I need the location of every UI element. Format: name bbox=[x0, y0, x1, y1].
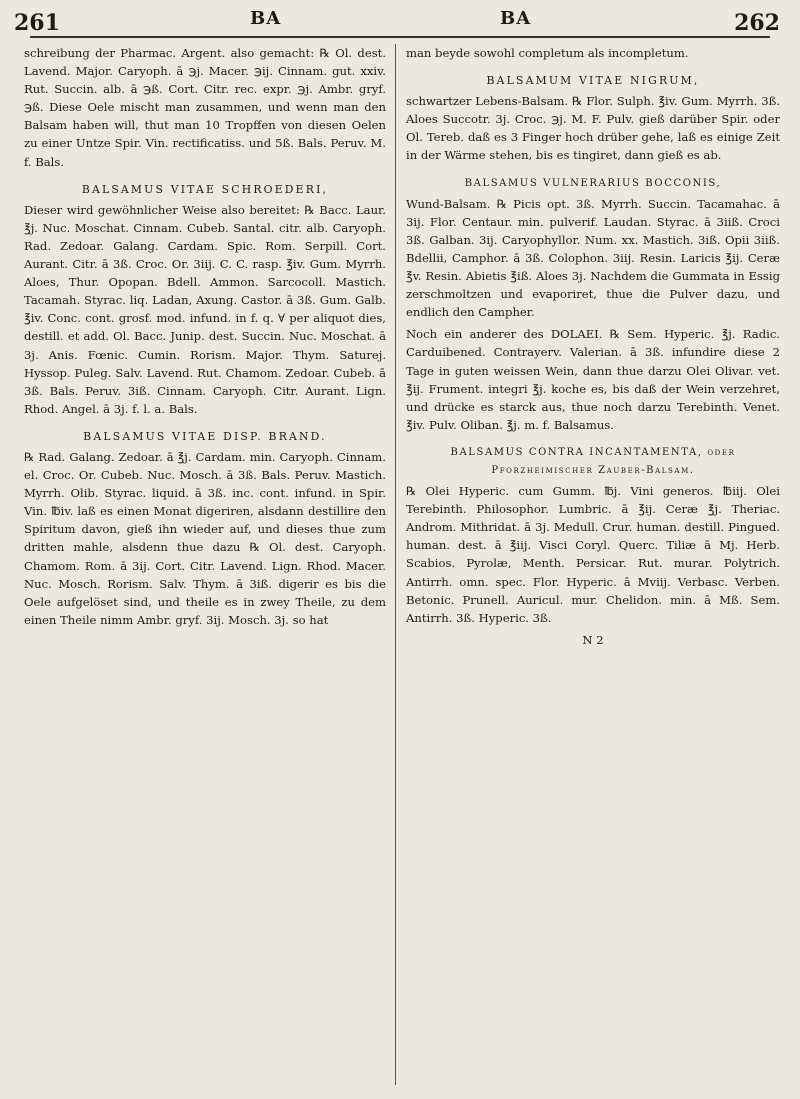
header-rule bbox=[30, 36, 770, 38]
running-head-right: BA bbox=[500, 8, 532, 29]
entry-heading: BALSAMUS VITAE DISP. BRAND. bbox=[83, 429, 327, 443]
right-column bbox=[406, 44, 780, 1089]
entry-paragraph: Noch ein anderer des DOLAEI. ℞ Sem. Hyperic. ℥j. Radic. Carduibened. Contrayerv. Valerian. ā 3ß. infundire diese 2 Tage in guten weissen Wein, dann thue darzu Olei Olivar. vet. ℥ij. Frument. integri ℥j. koche es, bis daß der Wein verzehret, und drücke es starck aus, thue noch darzu Terebinth. Venet. ℥iv. Pulv. Oliban. ℥j. m. f. Balsamus. bbox=[406, 327, 780, 432]
entry-paragraph: ℞ Olei Hyperic. cum Gumm. ℔j. Vini generos. ℔iij. Olei Terebinth. Philosophor. Lumbric. ā ℥ij. Ceræ ℥j. Theriac. Androm. Mithridat. ā 3j. Medull. Crur. human. destill. Pingued. human. dest. ā ℥iij. Visci Coryl. Querc. Tiliæ ā Mj. Herb. Scabios. Pyrolæ, Menth. Persicar. Rut. murar. Polytrich. Antirrh. omn. spec. Flor. Hyperic. ā Mviij. Verbasc. Verben. Betonic. Prunell. Auricul. mur. Chelidon. min. ā Mß. Sem. Antirrh. 3ß. Hyperic. 3ß. bbox=[406, 484, 780, 625]
entry-heading: BALSAMUS CONTRA INCANTAMENTA, oder Pforzheimischer Zauber-Balsam. bbox=[450, 446, 736, 476]
signature-mark: N 2 bbox=[582, 632, 604, 647]
page-number-left: 261 bbox=[14, 10, 60, 36]
page-number-right: 262 bbox=[734, 10, 780, 36]
left-column bbox=[24, 44, 386, 1089]
entry-paragraph: ℞ Rad. Galang. Zedoar. ā ℥j. Cardam. min. Caryoph. Cinnam. el. Croc. Or. Cubeb. Nuc. Mosch. ā 3ß. Bals. Peruv. Mastich. Myrrh. Olib. Styrac. liquid. ā 3ß. inc. cont. infund. in Spir. Vin. ℔iv. laß es einen Monat digeriren, alsdann destillire den Spiritum davon, gieß ihn wieder auf, und dieses thue zum dritten mahle, alsdenn thue dazu ℞ Ol. dest. Caryoph. Chamom. Rom. ā 3ij. Cort. Citr. Lavend. Lign. Rhod. Macer. Nuc. Mosch. Rorism. Salv. Thym. ā 3iß. digerir es bis die Oele aufgelöset sind, und theile es in zwey Theile, zu dem einen Theile nimm Ambr. gryf. 3ij. Mosch. 3j. so hat bbox=[24, 449, 386, 627]
entry-heading: BALSAMUS VITAE SCHROEDERI, bbox=[81, 182, 329, 196]
entry-paragraph: schwartzer Lebens-Balsam. ℞ Flor. Sulph. ℥iv. Gum. Myrrh. 3ß. Aloes Succotr. 3j. Croc. ℈j. M. F. Pulv. gieß darüber Spir. oder Ol. Tereb. daß es 3 Finger hoch drüber gehe, laß es einige Zeit in der Wärme stehen, bis es tingiret, dann gieß es ab. bbox=[406, 94, 780, 163]
entry-paragraph: Wund-Balsam. ℞ Picis opt. 3ß. Myrrh. Succin. Tacamahac. ā 3ij. Flor. Centaur. min. pulverif. Laudan. Styrac. ā 3iiß. Croci 3ß. Galban. 3ij. Caryophyllor. Num. xx. Mastich. 3iß. Opii 3iiß. Bdellii, Camphor. ā 3ß. Colophon. 3iij. Resin. Laricis ℥ij. Ceræ ℥v. Resin. Abietis ℥iß. Aloes 3j. Nachdem die Gummata in Essig zerschmoltzen und evaporiret, thue die Pulver dazu, und endlich den Campher. bbox=[406, 196, 780, 320]
entry-heading: BALSAMUM VITAE NIGRUM, bbox=[486, 74, 700, 88]
entry-paragraph: man beyde sowohl completum als incompletum. bbox=[406, 46, 689, 60]
running-head-left: BA bbox=[250, 8, 282, 29]
entry-paragraph: Dieser wird gewöhnlicher Weise also bereitet: ℞ Bacc. Laur. ℥j. Nuc. Moschat. Cinnam. Cubeb. Santal. citr. alb. Caryoph. Rad. Zedoar. Galang. Cardam. Spic. Rom. Serpill. Cort. Aurant. Citr. ā 3ß. Croc. Or. 3iij. C. C. rasp. ℥iv. Gum. Myrrh. Aloes, Thur. Opopan. Bdell. Ammon. Sarcocoll. Mastich. Tacamah. Styrac. liq. Ladan, Axung. Castor. ā 3ß. Gum. Galb. ℥iv. Conc. cont. grosf. mod. infund. in f. q. ∀ per aliquot dies, destill. et add. Ol. Bacc. Junip. dest. Succin. Nuc. Moschat. ā 3j. Anis. Fœnic. Cumin. Rorism. Major. Thym. Saturej. Hyssop. Puleg. Salv. Lavend. Rut. Chamom. Zedoar. Cubeb. ā 3ß. Bals. Peruv. 3iß. Cinnam. Caryoph. Citr. Aurant. Lign. Rhod. Angel. ā 3j. f. l. a. Bals. bbox=[24, 202, 386, 416]
entry-paragraph: schreibung der Pharmac. Argent. also gemacht: ℞ Ol. dest. Lavend. Major. Caryoph. ā ℈j. Macer. ℈ij. Cinnam. gut. xxiv. Rut. Succin. alb. ā ℈ß. Cort. Citr. rec. expr. ℈j. Ambr. gryf. ℈ß. Diese Oele mischt man zusammen, und wenn man den Balsam haben will, thut man 10 Tropffen von diesen Oelen zu einer Untze Spir. Vin. rectificatiss. und 5ß. Bals. Peruv. M. f. Bals. bbox=[24, 46, 386, 169]
column-divider bbox=[395, 44, 396, 1085]
entry-heading: BALSAMUS VULNERARIUS BOCCONIS, bbox=[464, 177, 722, 189]
page-header bbox=[0, 0, 800, 34]
